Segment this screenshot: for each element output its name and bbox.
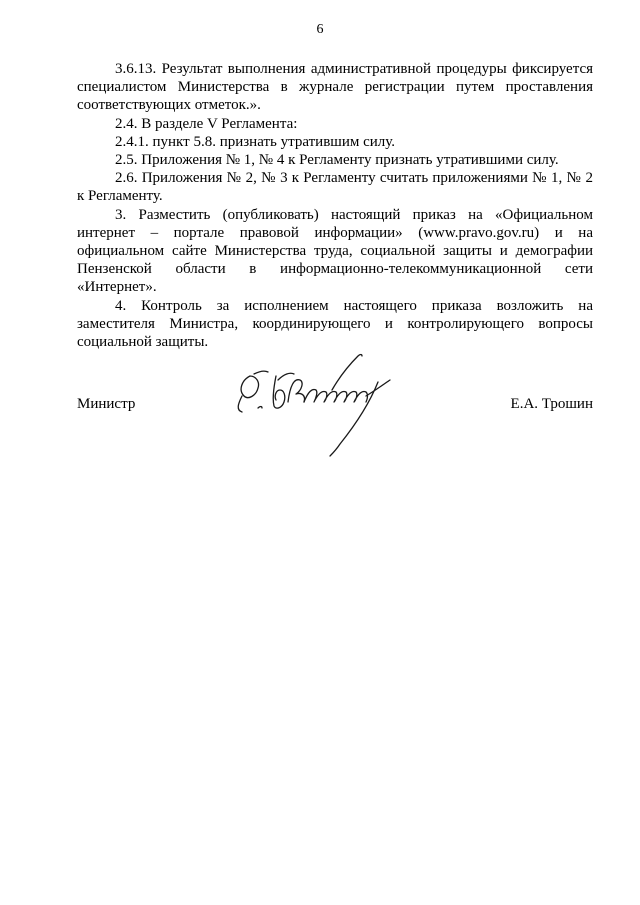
paragraph-2-4: 2.4. В разделе V Регламента: bbox=[115, 115, 298, 132]
paragraph-3-6-13: 3.6.13. Результат выполнения административной процедуры фиксируется специалистом Министерства в журнале регистрации путем проставления соответствующих отметок.». bbox=[77, 61, 593, 114]
signatory-name: Е.А. Трошин bbox=[510, 396, 593, 412]
page-number: 6 bbox=[316, 22, 324, 37]
paragraph-2-5: 2.5. Приложения № 1, № 4 к Регламенту признать утратившими силу. bbox=[115, 152, 559, 169]
paragraph-4: 4. Контроль за исполнением настоящего приказа возложить на заместителя Министра, координирующего и контролирующего вопросы социальной защиты. bbox=[77, 297, 593, 351]
handwritten-signature bbox=[228, 346, 398, 458]
paragraph-3: 3. Разместить (опубликовать) настоящий приказ на «Официальном интернет – портале правовой информации» (www.pravo.gov.ru) и на официальном сайте Министерства труда, социальной защиты и демографии Пензенской области в информационно-телекоммуникационной сети «Интернет». bbox=[77, 206, 593, 296]
paragraph-2-6: 2.6. Приложения № 2, № 3 к Регламенту считать приложениями № 1, № 2 к Регламенту. bbox=[77, 170, 593, 205]
paragraph-2-4-1: 2.4.1. пункт 5.8. признать утратившим силу. bbox=[115, 133, 396, 150]
document-body bbox=[77, 60, 593, 351]
signatory-title: Министр bbox=[77, 396, 136, 412]
